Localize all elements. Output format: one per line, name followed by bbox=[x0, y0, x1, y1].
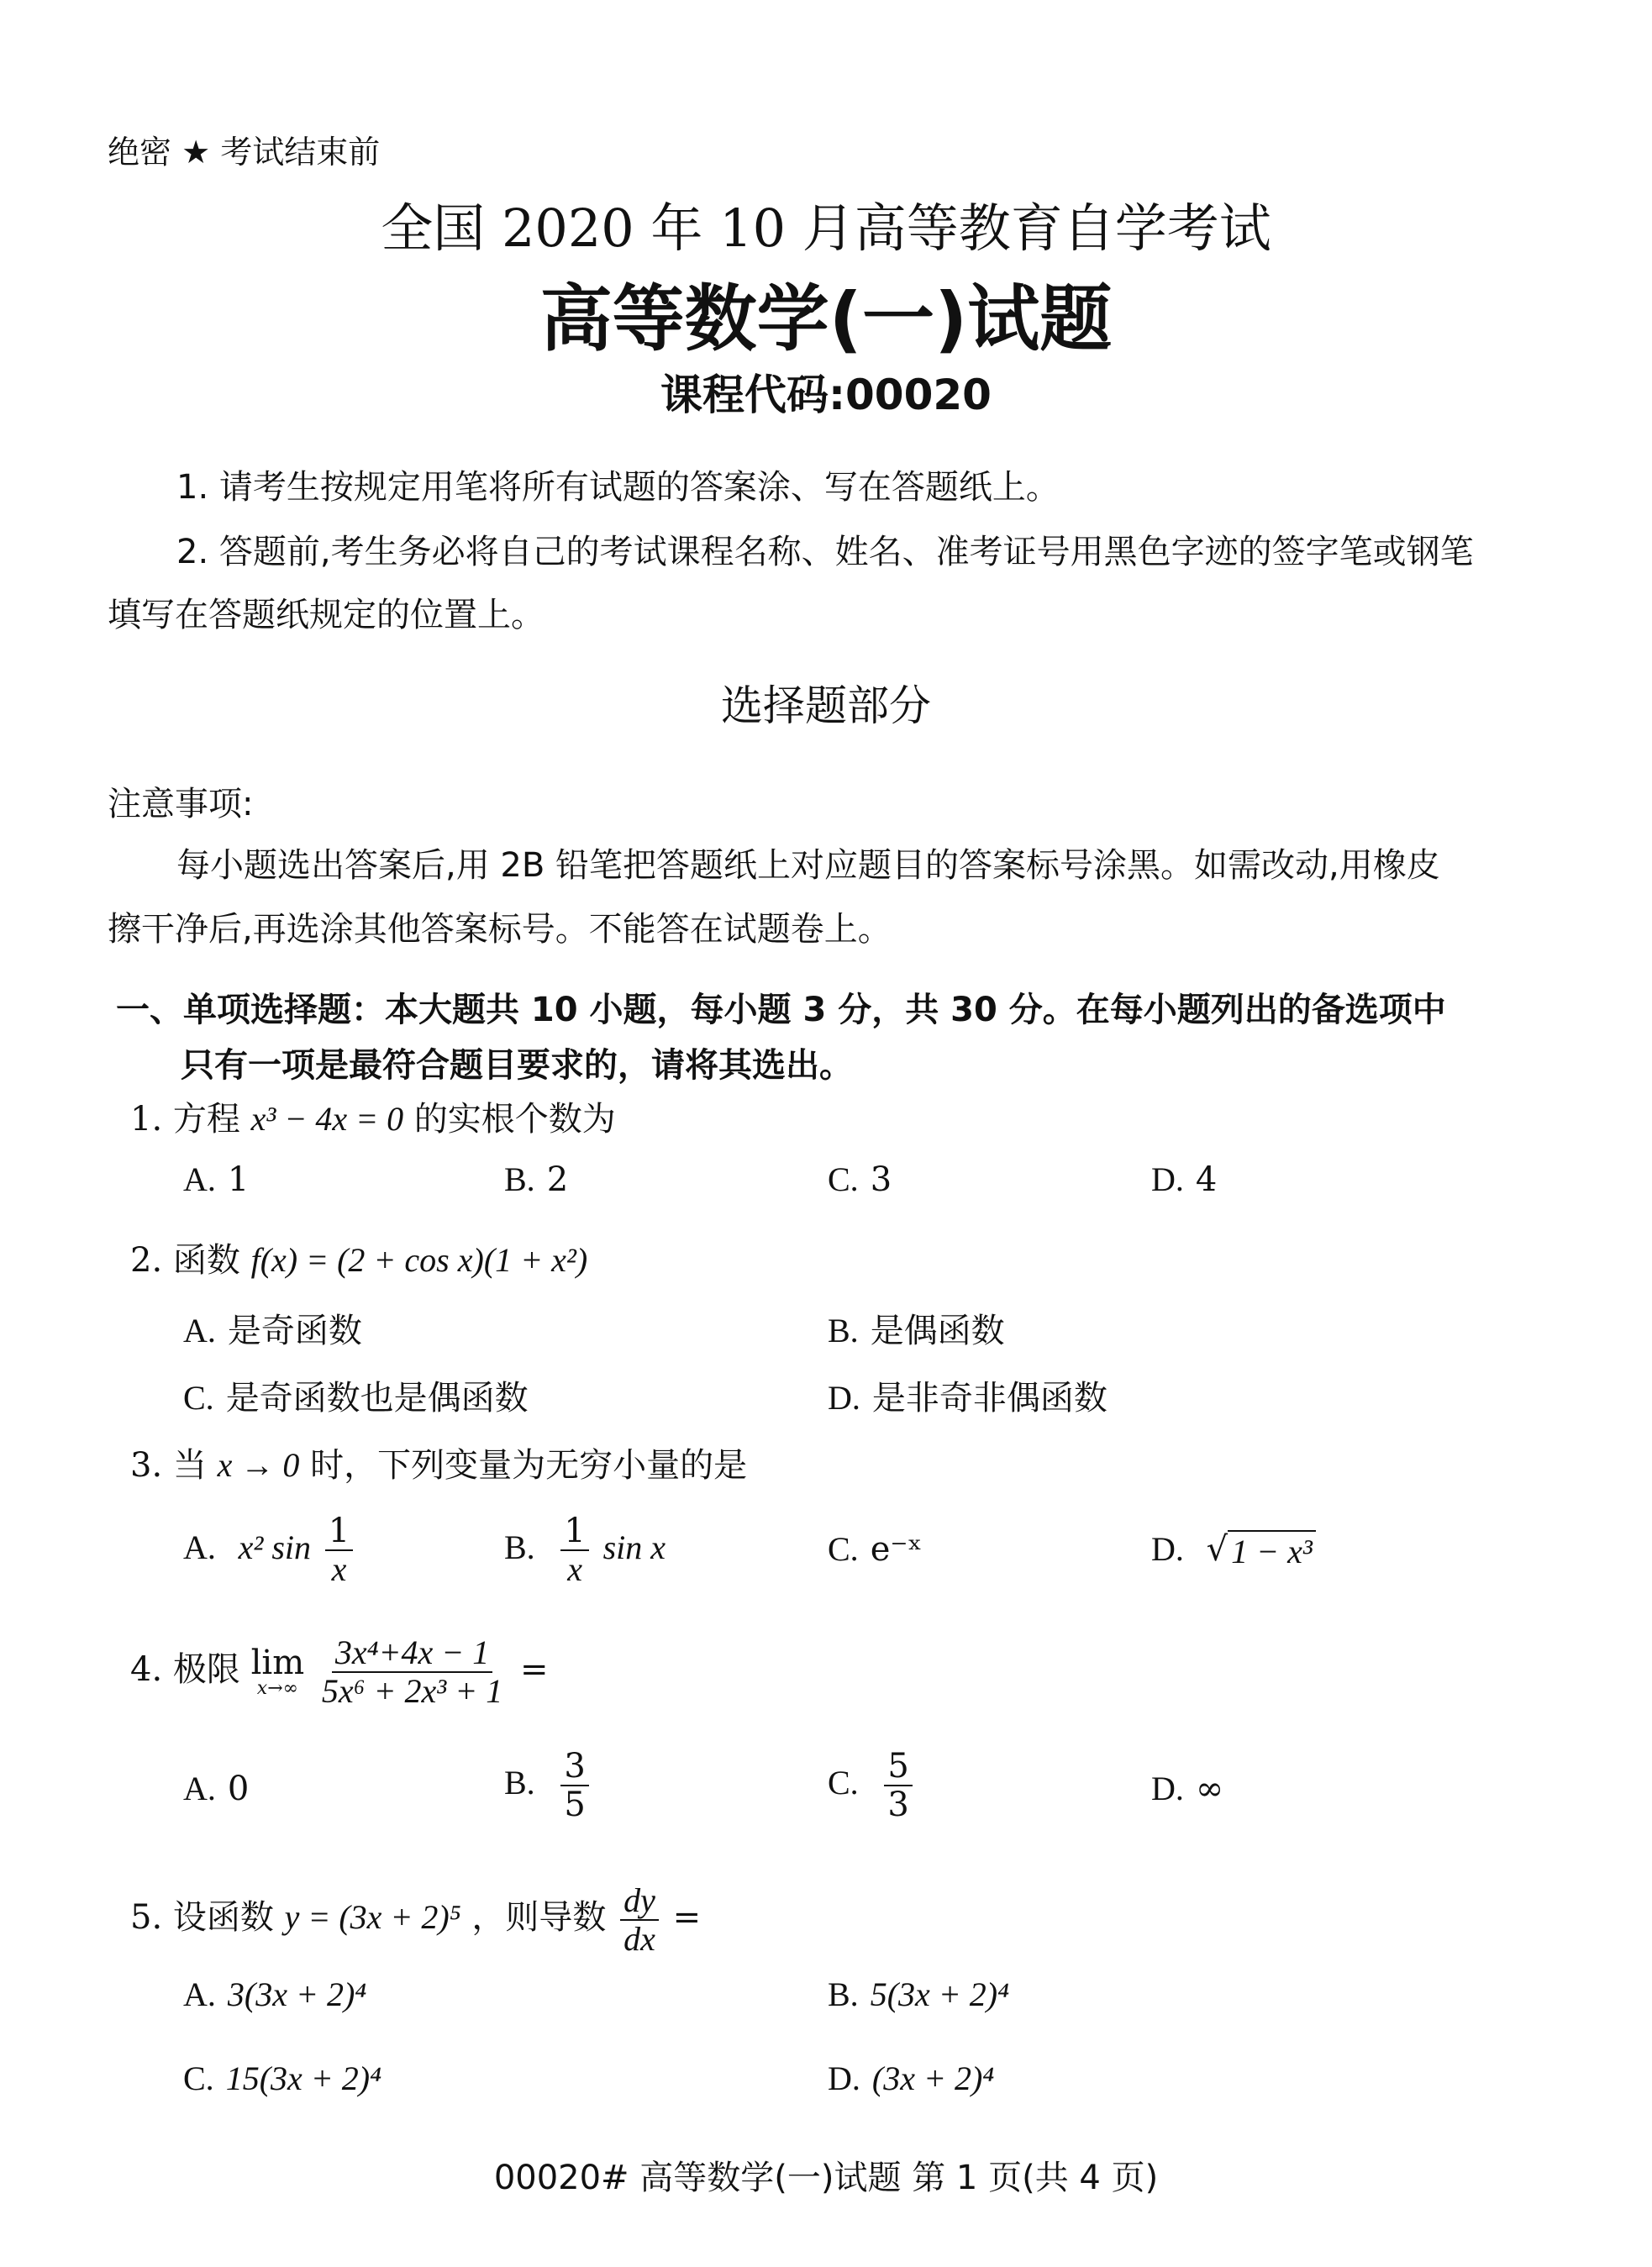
question-2 bbox=[130, 1233, 587, 1281]
denominator: dx bbox=[623, 1920, 655, 1958]
q4-option-b bbox=[504, 1748, 592, 1823]
limit-symbol: lim bbox=[250, 1644, 305, 1682]
option-label: C. bbox=[828, 1160, 859, 1198]
equation: f(x) = (2 + cos x)(1 + x²) bbox=[250, 1241, 588, 1279]
numerator: 1 bbox=[560, 1512, 588, 1551]
q2-option-d bbox=[828, 1371, 1107, 1419]
q4-option-d bbox=[1151, 1769, 1223, 1808]
denominator: x bbox=[567, 1550, 583, 1588]
section-title: 选择题部分 bbox=[721, 681, 931, 730]
confidential-mark: 绝密 ★ 考试结束前 bbox=[108, 134, 381, 171]
square-root bbox=[1207, 1530, 1316, 1571]
q1-option-c bbox=[828, 1160, 892, 1199]
option-label: B. bbox=[504, 1528, 535, 1566]
option-value: 4 bbox=[1195, 1160, 1218, 1199]
denominator: 5x⁶ + 2x³ + 1 bbox=[321, 1672, 503, 1710]
option-label: D. bbox=[1151, 1160, 1184, 1198]
option-label: A. bbox=[183, 1160, 216, 1198]
option-expression: sin x bbox=[602, 1528, 666, 1566]
denominator: 5 bbox=[564, 1786, 586, 1824]
fraction bbox=[560, 1748, 588, 1823]
option-label: A. bbox=[183, 1975, 216, 2013]
question-1 bbox=[130, 1092, 616, 1140]
q3-option-d bbox=[1151, 1529, 1316, 1571]
option-value: 2 bbox=[546, 1160, 569, 1199]
option-value: 0 bbox=[227, 1770, 250, 1808]
fraction bbox=[325, 1512, 353, 1588]
subject-title: 高等数学(一)试题 bbox=[539, 277, 1113, 361]
instruction-2: 2. 答题前,考生务必将自己的考试课程名称、姓名、准考证号用黑色字迹的签字笔或钢笔 bbox=[176, 533, 1474, 571]
q4-option-a bbox=[183, 1769, 249, 1808]
question-5 bbox=[130, 1882, 701, 1958]
option-label: B. bbox=[504, 1160, 535, 1198]
option-value: 15(3x + 2)⁴ bbox=[225, 2059, 381, 2097]
question-number: 2. bbox=[130, 1241, 163, 1280]
question-number: 4. bbox=[130, 1650, 163, 1689]
option-value: ∞ bbox=[1195, 1770, 1224, 1808]
q1-option-d bbox=[1151, 1160, 1217, 1199]
condition: x → 0 bbox=[217, 1446, 300, 1484]
option-label: A. bbox=[183, 1770, 216, 1807]
question-number: 1. bbox=[130, 1100, 163, 1139]
q5-option-b bbox=[828, 1975, 1009, 2014]
q3-option-b bbox=[504, 1512, 666, 1588]
option-label: B. bbox=[828, 1312, 859, 1349]
numerator: dy bbox=[620, 1882, 659, 1921]
fraction bbox=[884, 1748, 912, 1823]
option-label: D. bbox=[1151, 1770, 1184, 1807]
part-one-heading: 一、单项选择题：本大题共 10 小题，每小题 3 分，共 30 分。在每小题列出的备选项中 bbox=[116, 991, 1446, 1029]
radicand: 1 − x³ bbox=[1228, 1530, 1316, 1571]
limit-subscript: x→∞ bbox=[256, 1678, 298, 1699]
equation: y = (3x + 2)⁵ bbox=[284, 1898, 461, 1936]
q5-option-d bbox=[828, 2059, 994, 2098]
instruction-1: 1. 请考生按规定用笔将所有试题的答案涂、写在答题纸上。 bbox=[176, 468, 1060, 507]
q1-option-b bbox=[504, 1160, 568, 1199]
numerator: 5 bbox=[884, 1748, 912, 1786]
radical-sign: √ bbox=[1206, 1530, 1228, 1569]
exam-title: 全国 2020 年 10 月高等教育自学考试 bbox=[381, 197, 1271, 259]
option-label: B. bbox=[828, 1975, 859, 2013]
question-number: 3. bbox=[130, 1446, 163, 1485]
q2-option-c bbox=[183, 1371, 529, 1419]
numerator: 3 bbox=[560, 1748, 588, 1786]
numerator: 1 bbox=[325, 1512, 353, 1551]
course-code: 课程代码:00020 bbox=[660, 371, 992, 419]
q3-option-c bbox=[828, 1529, 922, 1569]
option-value: 是偶函数 bbox=[870, 1312, 1005, 1350]
notice-line-2: 擦干净后,再选涂其他答案标号。不能答在试题卷上。 bbox=[108, 910, 892, 949]
option-label: C. bbox=[183, 2059, 214, 2097]
notice-label: 注意事项: bbox=[108, 785, 254, 823]
question-text: 方程 bbox=[172, 1100, 240, 1139]
q1-option-a bbox=[183, 1160, 249, 1199]
question-text: 的实根个数为 bbox=[413, 1100, 616, 1139]
denominator: x bbox=[331, 1550, 347, 1588]
question-text: ，则导数 bbox=[471, 1898, 607, 1937]
option-value: e⁻ˣ bbox=[870, 1530, 923, 1569]
option-label: D. bbox=[828, 1379, 860, 1417]
q5-option-c bbox=[183, 2059, 381, 2098]
question-4 bbox=[130, 1634, 548, 1710]
derivative-fraction bbox=[620, 1882, 659, 1958]
page-footer: 00020# 高等数学(一)试题 第 1 页(共 4 页) bbox=[493, 2159, 1159, 2197]
option-label: D. bbox=[1151, 1530, 1184, 1568]
question-text: 极限 bbox=[172, 1650, 240, 1689]
option-value: 是奇函数 bbox=[227, 1312, 362, 1350]
option-value: 是非奇非偶函数 bbox=[871, 1379, 1107, 1418]
option-label: C. bbox=[183, 1379, 214, 1417]
question-number: 5. bbox=[130, 1898, 163, 1937]
q3-option-a bbox=[183, 1512, 356, 1588]
option-value: 5(3x + 2)⁴ bbox=[870, 1975, 1009, 2013]
question-text: 函数 bbox=[172, 1241, 240, 1280]
option-value: 1 bbox=[227, 1160, 250, 1199]
instruction-2-cont: 填写在答题纸规定的位置上。 bbox=[108, 596, 545, 634]
q5-option-a bbox=[183, 1975, 366, 2014]
fraction bbox=[560, 1512, 588, 1588]
option-value: 3(3x + 2)⁴ bbox=[227, 1975, 367, 2013]
option-label: C. bbox=[828, 1764, 859, 1802]
option-value: 3 bbox=[870, 1160, 892, 1199]
part-one-heading-cont: 只有一项是最符合题目要求的，请将其选出。 bbox=[181, 1046, 853, 1085]
question-text: 设函数 bbox=[172, 1898, 274, 1937]
fraction bbox=[318, 1634, 506, 1710]
option-value: 是奇函数也是偶函数 bbox=[225, 1379, 529, 1418]
notice-line-1: 每小题选出答案后,用 2B 铅笔把答题纸上对应题目的答案标号涂黑。如需改动,用橡皮 bbox=[176, 846, 1440, 885]
q4-option-c bbox=[828, 1748, 916, 1823]
question-text: 当 bbox=[172, 1446, 207, 1485]
option-expression: x² sin bbox=[238, 1528, 312, 1566]
equals-sign: = bbox=[519, 1650, 549, 1689]
option-label: D. bbox=[828, 2059, 860, 2097]
numerator: 3x⁴+4x − 1 bbox=[332, 1634, 492, 1673]
denominator: 3 bbox=[887, 1786, 909, 1824]
option-value: (3x + 2)⁴ bbox=[871, 2059, 995, 2097]
option-label: B. bbox=[504, 1764, 535, 1802]
q2-option-b bbox=[828, 1304, 1005, 1352]
equation: x³ − 4x = 0 bbox=[250, 1100, 404, 1138]
option-label: A. bbox=[183, 1312, 216, 1349]
q2-option-a bbox=[183, 1304, 362, 1352]
question-3 bbox=[130, 1439, 747, 1486]
option-label: C. bbox=[828, 1530, 859, 1568]
question-text: 时，下列变量为无穷小量的是 bbox=[310, 1446, 748, 1485]
limit-operator bbox=[251, 1646, 305, 1698]
option-label: A. bbox=[183, 1528, 216, 1566]
equals-sign: = bbox=[672, 1898, 702, 1937]
